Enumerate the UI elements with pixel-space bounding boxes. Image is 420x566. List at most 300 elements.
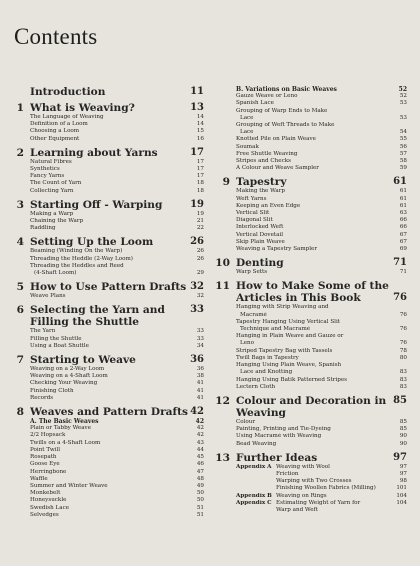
page-number: 33 [196,328,204,335]
page-number [393,333,407,340]
page-number: 42 [190,406,204,418]
entry-title: Raddling [30,225,56,232]
page-number: 49 [196,482,204,489]
page-number: 71 [399,269,407,276]
toc-entry-row[interactable] [214,384,407,391]
appendix-entry [214,478,393,485]
toc-entry-row[interactable] [214,122,407,129]
entry-title: Waffle [30,475,48,482]
entry-title: Knotted Pile on Plain Weave [236,136,316,143]
chapter-title: Starting to Weave [30,354,136,367]
page-number: 21 [196,218,204,225]
toc-chapter-row[interactable] [8,236,204,248]
appendix-label: Appendix B [236,492,272,499]
page-number: 48 [196,475,204,482]
toc-entry-row[interactable] [214,419,407,426]
appendix-entry [214,464,393,471]
toc-entry-row[interactable] [214,196,407,203]
appendix-title: Weaving on Rings [276,492,327,499]
page-number: 97 [399,470,407,477]
entry-title: Bead Weaving [236,440,277,447]
page-number: 41 [196,387,204,394]
chapter-number: 12 [215,394,230,407]
page-number: 80 [399,354,407,361]
toc-section-heading[interactable] [214,86,407,93]
appendix-entry [214,500,393,507]
entry-title: Weft Yarns [236,195,267,202]
page-number: 44 [196,446,204,453]
toc-entry-row[interactable] [8,476,204,483]
page-number: 57 [399,150,407,157]
page-number: 47 [196,468,204,475]
chapter-title: How to Make Some of the [236,280,389,293]
page-number: 42 [196,425,204,432]
chapter-number: 2 [16,146,24,159]
toc-entry-row[interactable] [214,441,407,448]
toc-entry-row[interactable] [8,180,204,187]
toc-entry-row[interactable] [8,497,204,504]
toc-entry-row[interactable] [8,343,204,350]
chapter-number: 1 [16,102,24,114]
entry-title: Using Macramé with Weaving [236,433,322,440]
entry-title: Making the Warp [236,188,285,195]
toc-entry-row[interactable] [8,432,204,439]
toc-entry-row[interactable] [8,159,204,166]
toc-entry-row[interactable] [214,333,407,340]
toc-entry-row[interactable] [8,256,204,263]
section-title: B. Variations on Basic Weaves [236,86,337,93]
toc-entry-row[interactable] [8,461,204,468]
chapter-title: Selecting the Yarn and [30,304,165,317]
page-number [190,263,204,270]
chapter-number [214,407,230,419]
page-number: 67 [399,238,407,245]
page-number: 76 [399,340,407,347]
page-number: 76 [399,326,407,333]
page-number: 16 [196,135,204,142]
page-number: 58 [399,158,407,165]
toc-entry-row[interactable] [8,225,204,232]
page-number: 85 [393,394,407,406]
entry-title: Point Twill [30,446,61,453]
page-number [393,319,407,326]
page-number: 104 [396,499,407,506]
toc-entry-row[interactable] [214,319,407,326]
toc-entry-row[interactable] [214,93,407,100]
page-number: 36 [196,366,204,373]
toc-appendix-row[interactable] [214,493,407,500]
page-number: 29 [196,270,204,277]
page-number: 43 [196,439,204,446]
entry-title: Weaving a Tapestry Sampler [236,246,318,253]
toc-entry-row[interactable] [8,388,204,395]
entry-title: Hanging in Plain Weave and Gauze or [236,333,344,340]
chapter-title: Denting [236,257,284,270]
toc-appendix-row[interactable] [214,485,407,492]
page-number [393,304,407,311]
entry-title: Chaining the Warp [30,218,84,225]
toc-entry-row[interactable] [8,512,204,519]
appendix-title: Warp and Weft [276,506,318,513]
toc-entry-row[interactable] [214,224,407,231]
chapter-number: 6 [16,304,24,317]
entry-title: Grouping of Warp Ends to Make [236,107,328,114]
page-number: 66 [399,224,407,231]
chapter-title: Setting Up the Loom [30,236,154,249]
page-number: 11 [190,86,204,97]
toc-entry-row[interactable] [214,348,407,355]
entry-title: Vertical Dovetail [236,231,284,238]
entry-title: The Language of Weaving [30,114,104,120]
page-number: 42 [195,418,204,426]
toc-entry-row[interactable] [8,425,204,432]
toc-entry-row[interactable] [8,336,204,343]
chapter-number [214,292,230,304]
toc-entry-row[interactable] [214,377,407,384]
entry-title: Hanging Using Batik Patterned Stripes [236,376,348,383]
toc-entry-row[interactable] [8,121,204,128]
toc-entry-row[interactable] [214,232,407,239]
entry-title: Technique and Macramé [240,326,311,333]
entry-title: Colour [236,418,256,425]
toc-entry-row[interactable] [214,340,407,347]
entry-title: Threading the Heddles and Reed [30,262,124,269]
toc-entry-row[interactable] [8,440,204,447]
chapter-title: Learning about Yarns [30,146,158,159]
toc-entry-row[interactable] [214,217,407,224]
toc-chapter-row[interactable] [8,86,204,98]
toc-entry-row[interactable] [8,469,204,476]
toc-entry-row[interactable] [214,312,407,319]
chapter-title: Articles in This Book [236,292,361,305]
page-number: 45 [196,454,204,461]
toc-chapter-row[interactable] [8,147,204,159]
page-number: 50 [196,497,204,504]
entry-title: Selvedges [30,511,59,518]
page-number: 85 [399,418,407,425]
toc-entry-row[interactable] [214,426,407,433]
toc-entry-row[interactable] [8,211,204,218]
page-number: 26 [190,236,204,248]
entry-title: Natural Fibres [30,158,72,165]
toc-entry-row[interactable] [8,447,204,454]
toc-entry-row[interactable] [8,114,204,121]
page-number: 97 [393,451,407,463]
entry-title: Records [30,394,54,401]
entry-title: Herringbone [30,468,67,475]
page-number: 76 [399,311,407,318]
toc-entry-row[interactable] [8,218,204,225]
page-number: 61 [399,195,407,202]
page-number: 83 [399,376,407,383]
toc-chapter-row[interactable] [8,354,204,366]
toc-chapter-row[interactable] [214,395,407,407]
appendix-entry [214,493,393,500]
toc-chapter-row[interactable] [8,281,204,293]
toc-entry-row[interactable] [214,136,407,143]
toc-entry-row[interactable] [8,454,204,461]
toc-entry-row[interactable] [8,505,204,512]
entry-title: Making a Warp [30,210,74,217]
toc-column-right [214,86,407,514]
appendix-entry [214,471,393,478]
page-number: 36 [190,354,204,366]
toc-entry-row[interactable] [214,108,407,115]
page-number: 101 [396,485,407,492]
entry-title: Finishing Cloth [30,387,74,394]
page-number: 63 [399,210,407,217]
toc-entry-row[interactable] [8,366,204,373]
entry-title: Twill Bags in Tapestry [236,354,299,361]
page-number: 26 [196,255,204,262]
toc-entry-row[interactable] [214,246,407,253]
toc-entry-row[interactable] [8,328,204,335]
entry-title: Diagonal Slit [236,217,273,224]
entry-title: Hanging Using Plain Weave, Spanish [236,362,342,369]
toc-entry-row[interactable] [8,490,204,497]
chapter-number [8,316,24,328]
entry-title: Interlocked Weft [236,224,284,231]
toc-chapter-row[interactable] [214,452,407,464]
chapter-number: 4 [16,236,24,249]
toc-entry-row[interactable] [214,115,407,122]
toc-chapter-row[interactable] [8,102,204,114]
entry-title: Vertical Slit [236,210,270,217]
page-number: 46 [196,461,204,468]
toc-entry-row[interactable] [214,100,407,107]
toc-entry-row[interactable] [8,128,204,135]
chapter-number: 11 [215,280,230,293]
page-number: 18 [196,187,204,194]
toc-entry-row[interactable] [8,395,204,402]
toc-entry-row[interactable] [8,173,204,180]
toc-entry-row[interactable] [8,248,204,255]
entry-title: Leno [240,340,254,347]
toc-entry-row[interactable] [214,188,407,195]
page-number: 104 [396,492,407,499]
entry-title: Filling the Shuttle [30,335,82,342]
toc-chapter-row[interactable] [214,280,407,292]
page-number [393,108,407,115]
appendix-title: Finishing Woollen Fabrics (Milling) [276,485,376,492]
toc-chapter-row[interactable] [8,316,204,328]
page-number: 34 [196,342,204,349]
appendix-title: Weaving with Wool [276,463,330,470]
entry-title: Gauze Weave or Leno [236,93,298,100]
toc-chapter-row[interactable] [214,292,407,304]
page-number: 17 [196,166,204,173]
entry-title: Plain or Tabby Weave [30,425,92,432]
appendix-label: Appendix A [236,463,272,470]
chapter-title: Colour and Decoration in [236,394,387,407]
chapter-number: 5 [16,281,24,294]
entry-title: Swedish Lace [30,504,70,511]
chapter-number: 9 [222,176,230,189]
toc-chapter-row[interactable] [214,407,407,419]
toc-entry-row[interactable] [214,433,407,440]
entry-title: Spanish Lace [236,100,274,107]
toc-entry-row[interactable] [214,129,407,136]
entry-title: Lectern Cloth [236,383,276,390]
toc-entry-row[interactable] [214,210,407,217]
page-number: 61 [399,188,407,195]
toc-entry-row[interactable] [214,158,407,165]
toc-chapter-row[interactable] [8,406,204,418]
page-number: 85 [399,426,407,433]
toc-entry-row[interactable] [8,270,204,277]
entry-title: Lace and Knotting [240,369,293,376]
toc-entry-row[interactable] [214,369,407,376]
page-number: 51 [196,511,204,518]
entry-title: Skip Plain Weave [236,238,285,245]
chapter-title: Tapestry [236,176,287,189]
page-number: 69 [399,246,407,253]
toc-appendix-row[interactable] [214,478,407,485]
chapter-title: What is Weaving? [30,102,135,114]
page-number: 59 [399,165,407,172]
page-number: 56 [399,143,407,150]
chapter-number: 13 [215,451,230,464]
toc-chapter-row[interactable] [8,304,204,316]
chapter-title: Filling the Shuttle [30,316,140,329]
appendix-entry [214,485,393,492]
entry-title: Goose Eye [30,461,60,468]
toc-appendix-row[interactable] [214,507,407,514]
entry-title: Weave Plans [30,293,66,300]
page-number: 61 [399,202,407,209]
toc-entry-row[interactable] [214,326,407,333]
entry-title: Grouping of Weft Threads to Make [236,122,335,129]
page-number [393,507,407,514]
entry-title: Twills on a 4-Shaft Loom [30,439,101,446]
toc-entry-row[interactable] [8,373,204,380]
entry-title: Choosing a Loom [30,128,80,135]
chapter-title: Introduction [30,86,106,98]
toc-entry-row[interactable] [214,304,407,311]
entry-title: Collecting Yarn [30,187,74,194]
page-number: 53 [399,100,407,107]
page-number: 51 [196,504,204,511]
page-number: 32 [196,293,204,300]
toc-entry-row[interactable] [214,355,407,362]
entry-title: Threading the Heddle (2-Way Loom) [30,255,133,262]
appendix-title: Estimating Weight of Yarn for [276,499,361,506]
chapter-title: Starting Off - Warping [30,198,163,211]
toc-chapter-row[interactable] [8,199,204,211]
page-number: 32 [190,281,204,293]
chapter-title: Weaves and Pattern Drafts [30,406,188,419]
page-number: 97 [399,463,407,470]
entry-title: A Colour and Weave Sampler [236,165,319,172]
page-number: 90 [399,433,407,440]
section-title: A. The Basic Weaves [30,418,99,426]
page-number: 90 [399,440,407,447]
page-number: 42 [196,432,204,439]
page-number: 52 [398,86,407,93]
toc-entry-row[interactable] [214,165,407,172]
page-number: 67 [399,231,407,238]
entry-title: Stripes and Checks [236,158,291,165]
toc-entry-row[interactable] [8,188,204,195]
page-number: 14 [196,121,204,128]
entry-title: Hanging with Strip Weaving and [236,304,329,311]
page-number [393,122,407,129]
page-number: 17 [196,173,204,180]
toc-entry-row[interactable] [214,362,407,369]
page-number: 26 [196,248,204,255]
entry-title: Tapestry Hanging Using Vertical Slit [236,318,340,325]
chapter-title: How to Use Pattern Drafts [30,281,187,294]
entry-title: Summer and Winter Weave [30,482,108,489]
page-number: 53 [399,114,407,121]
toc-chapter-row[interactable] [214,176,407,188]
page-number: 19 [196,210,204,217]
appendix-title: Friction [276,470,299,477]
toc-entry-row[interactable] [8,166,204,173]
entry-title: Honeysuckle [30,497,67,504]
chapter-number: 7 [16,354,24,367]
toc-appendix-row[interactable] [214,471,407,478]
toc-entry-row[interactable] [214,239,407,246]
page-number: 33 [190,304,204,316]
toc-section-heading[interactable] [8,418,204,425]
entry-title: Weaving on a 4-Shaft Loom [30,373,108,380]
entry-title: Definition of a Loom [30,121,88,128]
toc-appendix-row[interactable] [214,464,407,471]
page-number: 38 [196,373,204,380]
entry-title: Lace [240,129,254,136]
page-number: 18 [196,180,204,187]
entry-title: Painting, Printing and Tie-Dyeing [236,426,331,433]
entry-title: Weaving on a 2-Way Loom [30,366,105,373]
entry-title: Macramé [240,311,267,318]
toc-entry-row[interactable] [8,293,204,300]
entry-title: Soumak [236,143,259,150]
chapter-number: 10 [215,257,230,270]
toc-appendix-row[interactable] [214,500,407,507]
entry-title: Beaming (Winding On the Warp) [30,248,123,255]
page-number: 61 [393,176,407,188]
chapter-number: 8 [16,406,24,419]
entry-title: The Count of Yarn [30,180,82,187]
entry-title: Warp Setts [236,269,268,276]
toc-column-left [8,86,204,519]
toc-entry-row[interactable] [214,269,407,276]
appendix-entry [214,507,393,514]
page-number: 98 [399,478,407,485]
entry-title: (4-Shaft Loom) [34,270,77,277]
page-number: 55 [399,136,407,143]
page-number: 17 [190,146,204,158]
chapter-number: 3 [16,198,24,211]
entry-title: Synthetics [30,166,60,173]
toc-entry-row[interactable] [8,263,204,270]
page-number: 66 [399,217,407,224]
page-number: 41 [196,380,204,387]
entry-title: Free Shuttle Weaving [236,150,298,157]
toc-entry-row[interactable] [8,483,204,490]
toc-entry-row[interactable] [8,136,204,143]
toc-entry-row[interactable] [214,144,407,151]
toc-chapter-row[interactable] [214,257,407,269]
toc-entry-row[interactable] [8,380,204,387]
page-number: 83 [399,369,407,376]
toc-entry-row[interactable] [214,151,407,158]
page-number: 22 [196,225,204,232]
entry-title: Keeping an Even Edge [236,202,301,209]
entry-title: Lace [240,114,254,121]
toc-entry-row[interactable] [214,203,407,210]
